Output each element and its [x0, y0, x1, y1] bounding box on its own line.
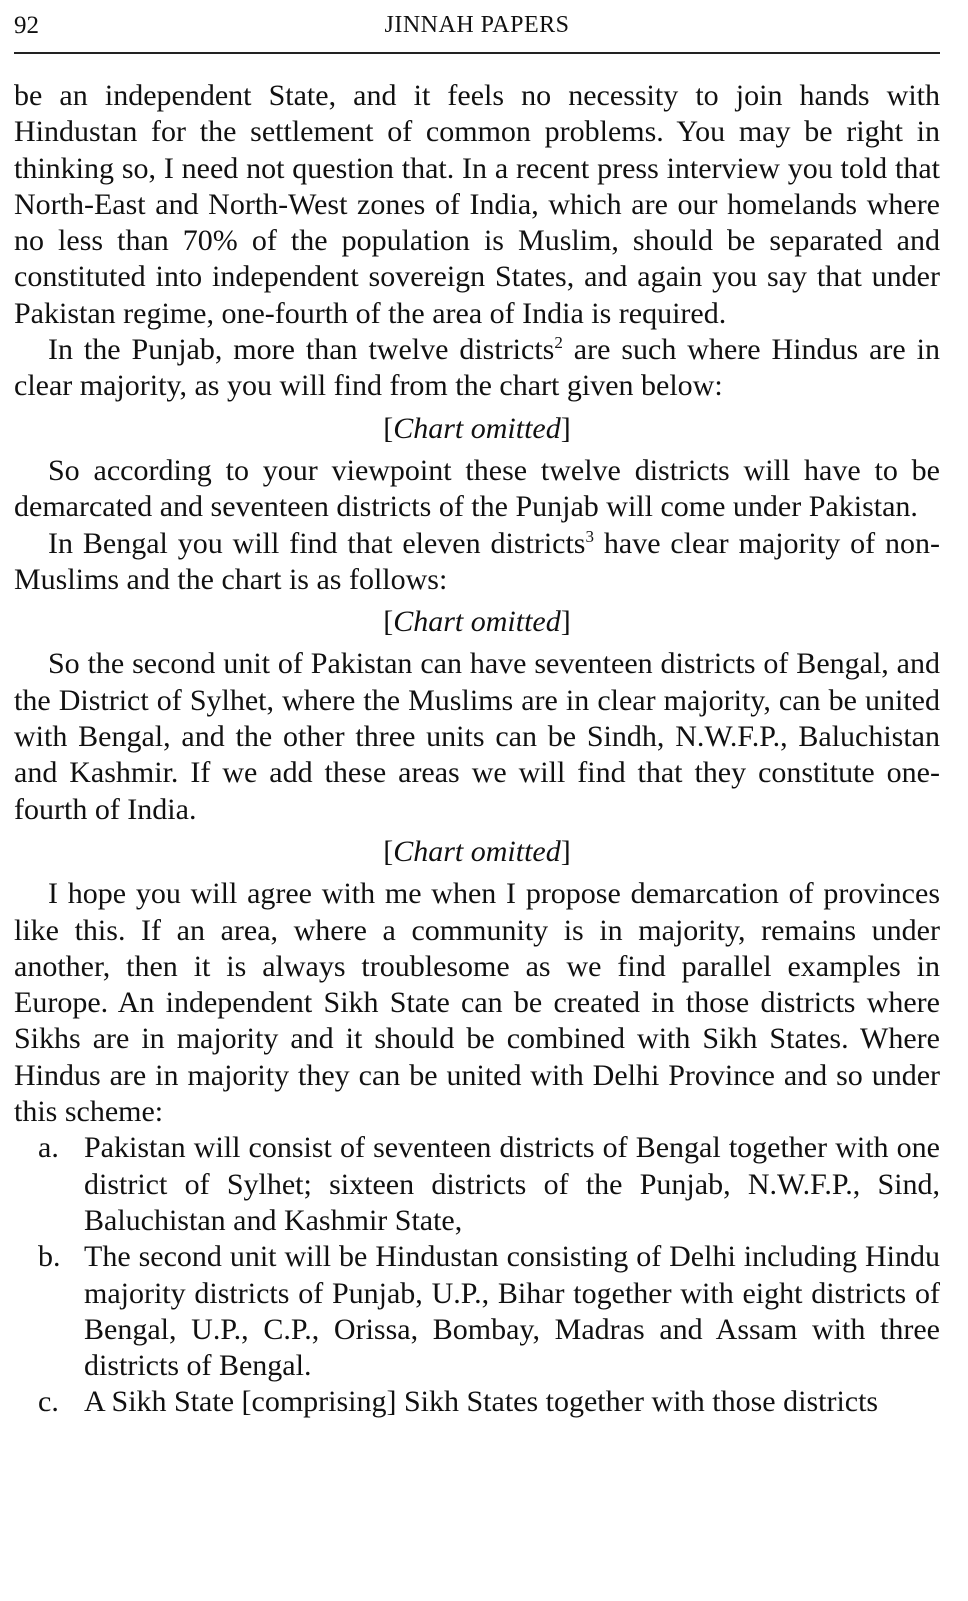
list-marker: b.: [38, 1240, 61, 1274]
scheme-list: [14, 1130, 940, 1420]
list-item-text: The second unit will be Hindustan consisting of Delhi including Hindu majority districts of Punjab, U.P., Bihar together with eight districts of Bengal, U.P., C.P., Orissa, Bombay, Madras and Assam with three districts of Bengal.: [84, 1240, 940, 1383]
paragraph-4-text-a: In Bengal you will find that eleven districts: [48, 526, 586, 560]
paragraph-4-text-b: have clear majority of non-Muslims and the chart is as follows:: [14, 526, 940, 596]
chart-omitted-note-1: [Chart omitted]: [383, 411, 571, 445]
page-header: [14, 8, 940, 52]
paragraph-2-text-b: are such where Hindus are in clear majority, as you will find from the chart given below:: [14, 333, 941, 403]
page-body: [14, 78, 940, 1421]
chart-omitted-note-3: [Chart omitted]: [383, 834, 571, 868]
paragraph-3: So according to your viewpoint these twelve districts will have to be demarcated and seventeen districts of the Punjab will come under Pakistan.: [14, 453, 940, 524]
page-number: 92: [14, 12, 39, 39]
list-item: [14, 1130, 940, 1239]
paragraph-1: be an independent State, and it feels no necessity to join hands with Hindustan for the settlement of common problems. You may be right in thinking so, I need not question that. In a recent press interview you told that North-East and North-West zones of India, which are our homelands where no less than 70% of the population is Muslim, should be separated and constituted into independent sovereign States, and again you say that under Pakistan regime, one-fourth of the area of India is required.: [14, 79, 940, 330]
footnote-ref-3: 3: [585, 526, 594, 546]
list-item: [14, 1239, 940, 1384]
chart-omitted-note-2: [Chart omitted]: [383, 605, 571, 639]
running-title: JINNAH PAPERS: [384, 12, 570, 38]
header-rule: [14, 52, 940, 54]
paragraph-6: I hope you will agree with me when I propose demarcation of provinces like this. If an area, where a community is in majority, remains under another, then it is always troublesome as we find parallel examples in Europe. An independent Sikh State can be created in those districts where Sikhs are in majority and it should be combined with Sikh States. Where Hindus are in majority they can be united with Delhi Province and so under this scheme:: [14, 877, 940, 1129]
list-item: [14, 1384, 940, 1420]
paragraph-4: [14, 526, 940, 599]
list-marker: a.: [38, 1131, 59, 1165]
list-marker: c.: [38, 1385, 59, 1419]
list-item-text: Pakistan will consist of seventeen districts of Bengal together with one district of Sylhet; sixteen districts of the Punjab, N.W.F.P., Sind, Baluchistan and Kashmir State,: [84, 1131, 940, 1237]
paragraph-2: [14, 332, 940, 405]
paragraph-2-text-a: In the Punjab, more than twelve districts: [48, 333, 555, 367]
paragraph-5: So the second unit of Pakistan can have seventeen districts of Bengal, and the District of Sylhet, where the Muslims are in clear majority, can be united with Bengal, and the other three units can be Sindh, N.W.F.P., Baluchistan and Kashmir. If we add these areas we will find that they constitute one-fourth of India.: [14, 647, 940, 826]
list-item-text: A Sikh State [comprising] Sikh States together with those districts: [84, 1385, 879, 1419]
footnote-ref-2: 2: [554, 333, 563, 353]
